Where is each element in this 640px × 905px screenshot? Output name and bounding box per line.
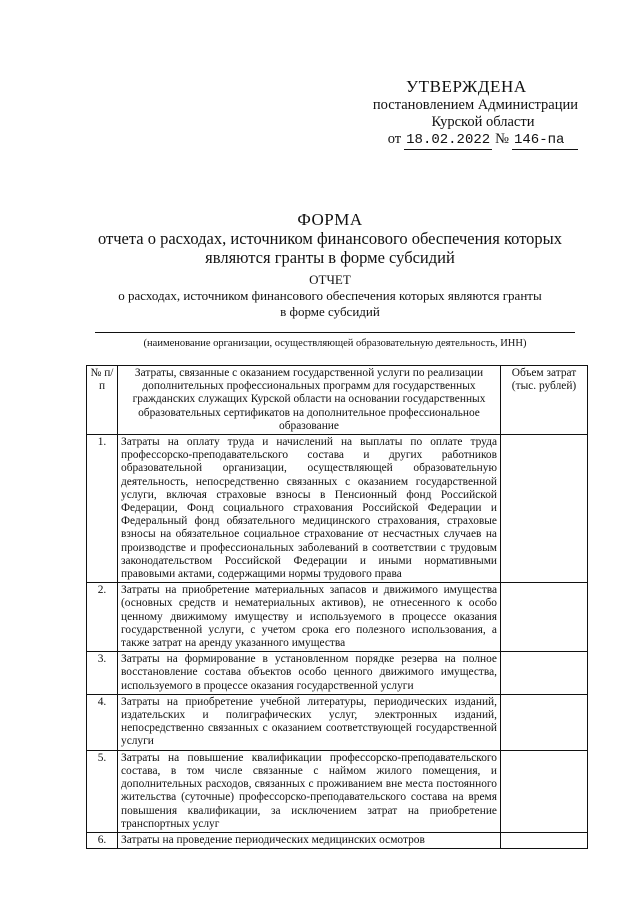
organization-name-line xyxy=(95,332,575,333)
approval-line-2: Курской области xyxy=(431,114,535,130)
row-number: 4. xyxy=(87,694,118,750)
form-subtitle-line-2: являются гранты в форме субсидий xyxy=(205,248,455,267)
report-heading xyxy=(60,272,600,320)
header-cost: Объем затрат (тыс. рублей) xyxy=(501,366,588,435)
row-number: 1. xyxy=(87,435,118,583)
approval-date: 18.02.2022 xyxy=(406,132,491,148)
row-description: Затраты на проведение периодических медицинских осмотров xyxy=(118,832,501,848)
table-row xyxy=(87,435,588,583)
approval-title: УТВЕРЖДЕНА xyxy=(406,77,527,96)
header-number: № п/п xyxy=(87,366,118,435)
report-subtitle-line-1: о расходах, источником финансового обеспечения которых являются гранты xyxy=(118,288,542,303)
row-cost-cell xyxy=(501,694,588,750)
form-title: ФОРМА xyxy=(297,210,363,229)
row-cost-cell xyxy=(501,583,588,652)
row-cost-cell xyxy=(501,435,588,583)
organization-caption: (наименование организации, осуществляющей образовательную деятельность, ИНН) xyxy=(143,338,527,349)
row-description: Затраты на формирование в установленном порядке резерва на полное восстановление состава объектов особо ценного движимого имущества, используемого в процессе оказания государственной услуги xyxy=(118,652,501,695)
approval-line-1: постановлением Администрации xyxy=(372,97,578,113)
form-subtitle-line-1: отчета о расходах, источником финансового обеспечения которых xyxy=(97,229,562,248)
row-description: Затраты на приобретение материальных запасов и движимого имущества (основных средств и нематериальных активов), не отнесенного к особо ценному движимому имуществу и используемого в процессе оказания государственной услуги, с учетом срока его полезного использования, а также затрат на аренду указанного имущества xyxy=(118,583,501,652)
row-number: 6. xyxy=(87,832,118,848)
row-number: 5. xyxy=(87,750,118,832)
table-row xyxy=(87,583,588,652)
date-prefix: от xyxy=(387,131,402,147)
approval-date-line xyxy=(348,131,578,150)
row-cost-cell xyxy=(501,750,588,832)
row-cost-cell xyxy=(501,832,588,848)
report-subtitle-line-2: в форме субсидий xyxy=(280,304,380,319)
row-cost-cell xyxy=(501,652,588,695)
row-description: Затраты на оплату труда и начислений на выплаты по оплате труда профессорско-преподавательского состава и других работников образовательной организации, осуществляющей образовательную деятельность, непосредственно связанных с оказанием государственной услуги, включая страховые взносы в Пенсионный фонд Российской Федерации, Фонд социального страхования Российской Федерации и Федеральный фонд обязательного медицинского страхования, страховые взносы на обязательное социальное страхование от несчастных случаев на производстве и профессиональных заболеваний в соответствии с трудовым законодательством Российской Федерации и иными нормативными правовыми актами, содержащими нормы трудового права xyxy=(118,435,501,583)
row-number: 2. xyxy=(87,583,118,652)
table-header-row xyxy=(87,366,588,435)
row-description: Затраты на повышение квалификации профессорско-преподавательского состава, в том числе связанные с наймом жилого помещения, и дополнительных расходов, связанных с проживанием вне места постоянного жительства (суточные) профессорско-преподавательского состава на время повышения квалификации, за исключением затрат на приобретение транспортных услуг xyxy=(118,750,501,832)
row-number: 3. xyxy=(87,652,118,695)
table-row xyxy=(87,750,588,832)
approval-number: 146-па xyxy=(512,132,578,150)
table-row xyxy=(87,832,588,848)
expense-table xyxy=(86,365,588,849)
table-row xyxy=(87,652,588,695)
form-heading xyxy=(60,210,600,267)
report-title: ОТЧЕТ xyxy=(309,272,351,287)
number-prefix: № xyxy=(495,131,509,147)
header-description: Затраты, связанные с оказанием государственной услуги по реализации дополнительных профессиональных программ для государственных гражданских служащих Курской области на основании государственных образовательных сертификатов на дополнительное профессиональное образование xyxy=(118,366,501,435)
approval-block xyxy=(348,78,578,150)
row-description: Затраты на приобретение учебной литературы, периодических изданий, издательских и полиграфических услуг, электронных изданий, непосредственно связанных с оказанием соответствующей государственной услуги xyxy=(118,694,501,750)
table-row xyxy=(87,694,588,750)
